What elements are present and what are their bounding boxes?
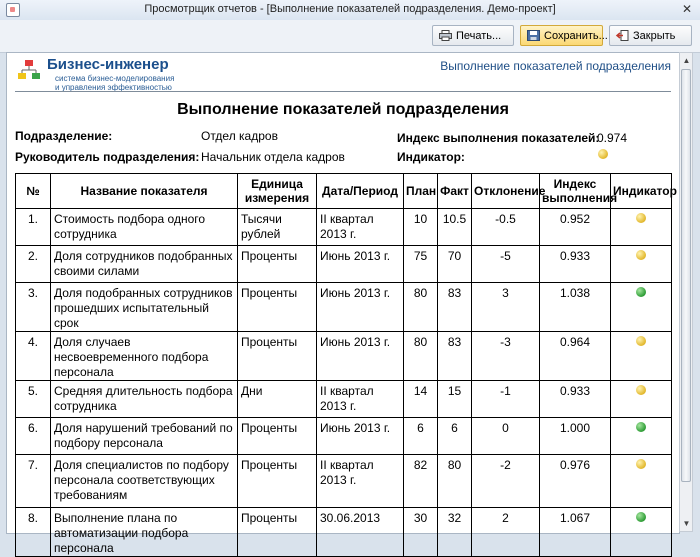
col-name: Название показателя [51, 174, 238, 209]
cell-num: 1. [16, 209, 51, 246]
print-label: Печать... [456, 30, 502, 42]
cell-unit: Проценты [238, 246, 317, 283]
scroll-up-icon[interactable]: ▲ [682, 56, 691, 65]
exit-icon [616, 30, 629, 41]
cell-plan: 10 [404, 209, 438, 246]
cell-fact: 32 [438, 508, 472, 557]
cell-unit: Проценты [238, 418, 317, 455]
header-report-name: Выполнение показателей подразделения [440, 59, 671, 73]
cell-unit: Проценты [238, 455, 317, 508]
cell-unit: Тысячи рублей [238, 209, 317, 246]
cell-fact: 15 [438, 381, 472, 418]
cell-fact: 83 [438, 332, 472, 381]
cell-num: 6. [16, 418, 51, 455]
cell-indicator [611, 209, 672, 246]
vertical-scrollbar[interactable] [679, 52, 693, 532]
indicators-table [15, 173, 677, 557]
table-row [16, 209, 672, 246]
cell-indicator [611, 508, 672, 557]
cell-period: II квартал 2013 г. [317, 381, 404, 418]
yellow-indicator-icon [636, 459, 646, 469]
cell-dev: 2 [472, 508, 540, 557]
cell-fact: 70 [438, 246, 472, 283]
cell-num: 7. [16, 455, 51, 508]
cell-num: 5. [16, 381, 51, 418]
cell-dev: 0 [472, 418, 540, 455]
cell-name: Доля нарушений требований по подбору персонала [51, 418, 238, 455]
save-label: Сохранить... [544, 30, 608, 42]
cell-indicator [611, 381, 672, 418]
cell-name: Стоимость подбора одного сотрудника [51, 209, 238, 246]
col-indicator: Индикатор [611, 174, 672, 209]
table-row [16, 508, 672, 557]
cell-dev: -1 [472, 381, 540, 418]
cell-index: 1.067 [540, 508, 611, 557]
cell-indicator [611, 418, 672, 455]
cell-name: Средняя длительность подбора сотрудника [51, 381, 238, 418]
department-value: Отдел кадров [201, 129, 278, 143]
head-value: Начальник отдела кадров [201, 150, 345, 164]
cell-indicator [611, 332, 672, 381]
cell-period: Июнь 2013 г. [317, 418, 404, 455]
cell-plan: 30 [404, 508, 438, 557]
cell-dev: -5 [472, 246, 540, 283]
cell-index: 0.964 [540, 332, 611, 381]
cell-indicator [611, 246, 672, 283]
cell-name: Доля подобранных сотрудников прошедших испытательный срок [51, 283, 238, 332]
col-plan: План [404, 174, 438, 209]
cell-unit: Проценты [238, 508, 317, 557]
report-viewer [6, 52, 680, 555]
cell-dev: -2 [472, 455, 540, 508]
cell-dev: -0.5 [472, 209, 540, 246]
close-button[interactable] [609, 25, 692, 46]
col-fact: Факт [438, 174, 472, 209]
cell-index: 0.933 [540, 381, 611, 418]
cell-unit: Проценты [238, 283, 317, 332]
cell-name: Выполнение плана по автоматизации подбора персонала [51, 508, 238, 557]
yellow-indicator-icon [636, 385, 646, 395]
window-title: Просмотрщик отчетов - [Выполнение показателей подразделения. Демо-проект] [144, 3, 556, 15]
cell-plan: 80 [404, 332, 438, 381]
indicator-dot-icon [598, 149, 608, 159]
cell-unit: Дни [238, 381, 317, 418]
cell-num: 4. [16, 332, 51, 381]
cell-name: Доля случаев несвоевременного подбора персонала [51, 332, 238, 381]
table-row [16, 332, 672, 381]
cell-index: 1.000 [540, 418, 611, 455]
brand-subtitle: система бизнес-моделирования и управления эффективностью [55, 74, 175, 92]
table-row [16, 418, 672, 455]
cell-index: 0.933 [540, 246, 611, 283]
cell-fact: 10.5 [438, 209, 472, 246]
table-row [16, 246, 672, 283]
cell-plan: 80 [404, 283, 438, 332]
cell-fact: 6 [438, 418, 472, 455]
close-label: Закрыть [633, 30, 676, 42]
toolbar [0, 20, 700, 53]
cell-num: 8. [16, 508, 51, 557]
cell-indicator [611, 283, 672, 332]
print-button[interactable] [432, 25, 514, 46]
col-unit: Единица измерения [238, 174, 317, 209]
green-indicator-icon [636, 422, 646, 432]
header-divider [15, 91, 671, 92]
head-label: Руководитель подразделения: [15, 150, 200, 164]
cell-num: 3. [16, 283, 51, 332]
scroll-thumb[interactable] [681, 69, 691, 482]
cell-period: Июнь 2013 г. [317, 332, 404, 381]
cell-plan: 82 [404, 455, 438, 508]
cell-period: Июнь 2013 г. [317, 246, 404, 283]
table-row [16, 283, 672, 332]
yellow-indicator-icon [636, 250, 646, 260]
green-indicator-icon [636, 287, 646, 297]
brand-name: Бизнес-инженер [47, 56, 169, 73]
report-title: Выполнение показателей подразделения [177, 101, 509, 118]
save-icon [527, 30, 540, 41]
close-window-icon[interactable]: ✕ [681, 2, 693, 16]
cell-fact: 80 [438, 455, 472, 508]
printer-icon [439, 30, 452, 41]
cell-name: Доля специалистов по подбору персонала соответствующих требованиям [51, 455, 238, 508]
cell-indicator [611, 455, 672, 508]
department-label: Подразделение: [15, 129, 113, 143]
cell-name: Доля сотрудников подобранных своими силами [51, 246, 238, 283]
cell-period: II квартал 2013 г. [317, 209, 404, 246]
cell-dev: 3 [472, 283, 540, 332]
cell-plan: 6 [404, 418, 438, 455]
table-body [16, 209, 672, 557]
scroll-down-icon[interactable]: ▼ [682, 519, 691, 528]
cell-dev: -3 [472, 332, 540, 381]
green-indicator-icon [636, 512, 646, 522]
cell-plan: 75 [404, 246, 438, 283]
cell-period: Июнь 2013 г. [317, 283, 404, 332]
table-header-row [16, 174, 672, 209]
cell-unit: Проценты [238, 332, 317, 381]
cell-period: 30.06.2013 [317, 508, 404, 557]
cell-index: 0.952 [540, 209, 611, 246]
indicator-label: Индикатор: [397, 150, 465, 164]
index-label: Индекс выполнения показателей: [397, 131, 600, 145]
cell-plan: 14 [404, 381, 438, 418]
title-bar [0, 0, 700, 21]
cell-index: 1.038 [540, 283, 611, 332]
table-row [16, 381, 672, 418]
yellow-indicator-icon [636, 213, 646, 223]
save-button[interactable] [520, 25, 608, 46]
index-value: 0.974 [597, 131, 628, 145]
cell-num: 2. [16, 246, 51, 283]
col-deviation: Отклонение [472, 174, 540, 209]
col-period: Дата/Период [317, 174, 404, 209]
cell-index: 0.976 [540, 455, 611, 508]
col-index: Индекс выполнения [540, 174, 611, 209]
yellow-indicator-icon [636, 336, 646, 346]
overall-indicator [598, 148, 608, 162]
brand-logo [17, 59, 41, 83]
table-row [16, 455, 672, 508]
cell-period: II квартал 2013 г. [317, 455, 404, 508]
cell-fact: 83 [438, 283, 472, 332]
col-num: № [16, 174, 51, 209]
